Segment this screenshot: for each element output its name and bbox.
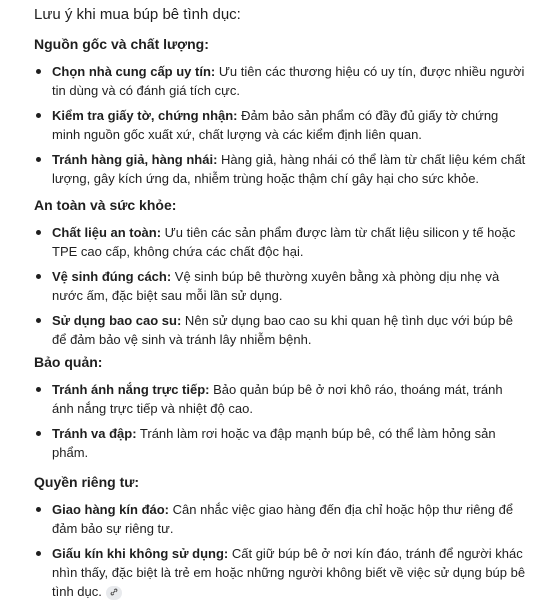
item-title: Kiểm tra giấy tờ, chứng nhận:: [52, 108, 238, 123]
item-title: Giao hàng kín đáo:: [52, 502, 170, 517]
item-text: Nên sử dụng bao cao su khi quan hệ tình dục với búp bê để đảm bảo vệ sinh và tránh lây nhiễm bệnh.: [52, 313, 513, 347]
list-item: [34, 544, 527, 601]
item-list: [34, 500, 527, 601]
item-title: Giấu kín khi không sử dụng:: [52, 546, 229, 561]
bullet-icon: [36, 507, 41, 512]
item-text: Hàng giả, hàng nhái có thể làm từ chất liệu kém chất lượng, gây kích ứng da, nhiễm trùng hoặc thậm chí gây hại cho sức khỏe.: [52, 152, 526, 186]
section-safety-health: [34, 195, 527, 355]
item-text: Ưu tiên các thương hiệu có uy tín, được nhiều người tin dùng và có đánh giá tích cực.: [52, 64, 525, 98]
item-text: Đảm bảo sản phẩm có đầy đủ giấy tờ chứng minh nguồn gốc xuất xứ, chất lượng và các kiểm định liên quan.: [52, 108, 499, 142]
bullet-icon: [36, 551, 41, 556]
bullet-icon: [36, 431, 41, 436]
item-title: Chất liệu an toàn:: [52, 225, 162, 240]
section-origin-quality: [34, 34, 527, 194]
item-text: Bảo quản búp bê ở nơi khô ráo, thoáng mát, tránh ánh nắng trực tiếp và nhiệt độ cao.: [52, 382, 503, 416]
section-heading: Bảo quản:: [34, 354, 103, 370]
item-list: [34, 223, 527, 349]
section-heading: An toàn và sức khỏe:: [34, 197, 177, 213]
item-title: Sử dụng bao cao su:: [52, 313, 182, 328]
item-text: Cân nhắc việc giao hàng đến địa chỉ hoặc hộp thư riêng để đảm bảo sự riêng tư.: [52, 502, 514, 536]
section-heading: Nguồn gốc và chất lượng:: [34, 36, 209, 52]
item-text: Vệ sinh búp bê thường xuyên bằng xà phòng dịu nhẹ và nước ấm, đặc biệt sau mỗi lần sử dụng.: [52, 269, 500, 303]
list-item: [34, 311, 527, 349]
page-title: Lưu ý khi mua búp bê tình dục:: [34, 6, 241, 23]
bullet-icon: [36, 157, 41, 162]
bullet-icon: [36, 387, 41, 392]
list-item: [34, 380, 527, 418]
list-item: [34, 150, 527, 188]
list-item: [34, 62, 527, 100]
item-text: Cất giữ búp bê ở nơi kín đáo, tránh để người khác nhìn thấy, đặc biệt là trẻ em hoặc những người không biết về việc sử dụng búp bê tình dục.: [52, 546, 526, 599]
item-title: Tránh hàng giả, hàng nhái:: [52, 152, 218, 167]
section-privacy: [34, 472, 527, 607]
bullet-icon: [36, 113, 41, 118]
bullet-icon: [36, 69, 41, 74]
list-item: [34, 500, 527, 538]
item-list: [34, 62, 527, 188]
item-title: Vệ sinh đúng cách:: [52, 269, 172, 284]
list-item: [34, 267, 527, 305]
item-list: [34, 380, 527, 462]
item-text: Tránh làm rơi hoặc va đập mạnh búp bê, có thể làm hỏng sản phẩm.: [52, 426, 496, 460]
list-item: [34, 424, 527, 462]
link-icon[interactable]: [106, 586, 122, 600]
section-storage: [34, 352, 527, 468]
item-title: Tránh ánh nắng trực tiếp:: [52, 382, 210, 397]
item-title: Chọn nhà cung cấp uy tín:: [52, 64, 216, 79]
item-title: Tránh va đập:: [52, 426, 137, 441]
list-item: [34, 223, 527, 261]
list-item: [34, 106, 527, 144]
bullet-icon: [36, 318, 41, 323]
item-text: Ưu tiên các sản phẩm được làm từ chất liệu silicon y tế hoặc TPE cao cấp, không chứa các chất độc hại.: [52, 225, 516, 259]
bullet-icon: [36, 274, 41, 279]
bullet-icon: [36, 230, 41, 235]
section-heading: Quyền riêng tư:: [34, 474, 140, 490]
